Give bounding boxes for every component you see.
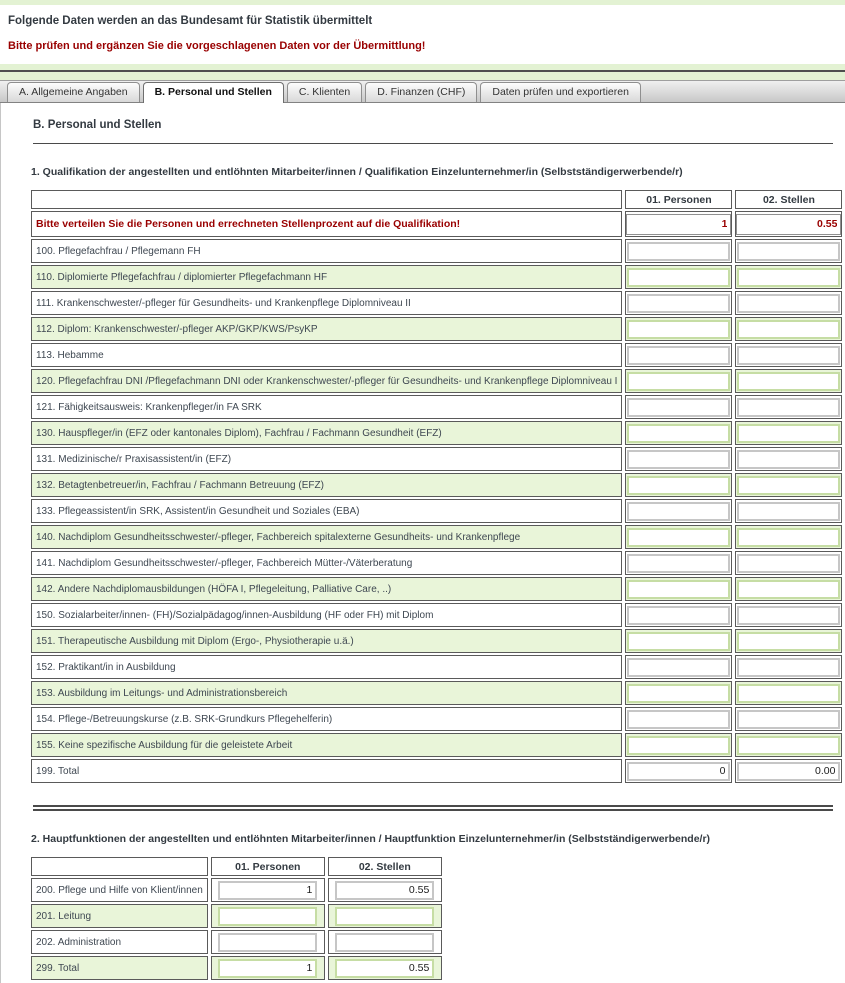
row-label: 131. Medizinische/r Praxisassistent/in (EFZ) [31, 447, 622, 471]
personen-input[interactable] [218, 881, 317, 900]
table2-body [31, 878, 442, 980]
row-label: 111. Krankenschwester/-pfleger für Gesundheits- und Krankenpflege Diplomniveau II [31, 291, 622, 315]
stellen-cell [735, 499, 842, 523]
stellen-input[interactable] [737, 554, 840, 573]
personen-input [218, 959, 317, 978]
tab-a-allgemeine-angaben[interactable]: A. Allgemeine Angaben [7, 82, 140, 102]
stellen-cell [735, 317, 842, 341]
row-label: 153. Ausbildung im Leitungs- und Administrationsbereich [31, 681, 622, 705]
table-row [31, 904, 442, 928]
stellen-input [335, 959, 434, 978]
personen-input[interactable] [218, 933, 317, 952]
personen-cell [625, 291, 732, 315]
hint-row [31, 211, 842, 237]
personen-cell [625, 421, 732, 445]
row-label: 150. Sozialarbeiter/innen- (FH)/Sozialpädagog/innen-Ausbildung (HF oder FH) mit Diplom [31, 603, 622, 627]
hint-label: Bitte verteilen Sie die Personen und errechneten Stellenprozent auf die Qualifikation! [31, 211, 622, 237]
row-label: 202. Administration [31, 930, 208, 954]
personen-input[interactable] [627, 684, 730, 703]
stellen-input[interactable] [737, 710, 840, 729]
table-row [31, 551, 842, 575]
label-column-header [31, 857, 208, 876]
personen-cell [625, 499, 732, 523]
personen-cell [211, 930, 325, 954]
stellen-cell [735, 369, 842, 393]
personen-input[interactable] [627, 398, 730, 417]
personen-input[interactable] [627, 450, 730, 469]
personen-input[interactable] [627, 736, 730, 755]
personen-input [627, 762, 730, 781]
section-divider [33, 805, 833, 811]
row-label: 121. Fähigkeitsausweis: Krankenpfleger/in FA SRK [31, 395, 622, 419]
stellen-cell [735, 577, 842, 601]
stellen-input[interactable] [737, 242, 840, 261]
personen-cell [625, 395, 732, 419]
stellen-cell [735, 551, 842, 575]
stellen-cell [735, 759, 842, 783]
table-row [31, 759, 842, 783]
stellen-cell [328, 904, 442, 928]
stellen-input[interactable] [737, 632, 840, 651]
stellen-input[interactable] [737, 606, 840, 625]
personen-cell [625, 733, 732, 757]
table-row [31, 239, 842, 263]
personen-cell [625, 577, 732, 601]
personen-input[interactable] [627, 710, 730, 729]
stellen-column-header: 02. Stellen [735, 190, 842, 209]
table-row [31, 655, 842, 679]
table-row [31, 878, 442, 902]
table1-body [31, 211, 842, 783]
stellen-cell [735, 707, 842, 731]
stellen-cell [735, 265, 842, 289]
table-row [31, 629, 842, 653]
personen-input[interactable] [627, 294, 730, 313]
personen-input[interactable] [627, 242, 730, 261]
stellen-input[interactable] [737, 320, 840, 339]
stellen-input[interactable] [737, 450, 840, 469]
personen-cell [625, 343, 732, 367]
stellen-input[interactable] [737, 658, 840, 677]
stellen-input[interactable] [737, 580, 840, 599]
personen-suggested-value [626, 214, 731, 235]
row-label: 120. Pflegefachfrau DNI /Pflegefachmann DNI oder Krankenschwester/-pfleger für Gesundheits- und Krankenpflege Diplomniveau I [31, 369, 622, 393]
personen-cell [625, 447, 732, 471]
tab-c-klienten[interactable]: C. Klienten [287, 82, 362, 102]
green-band-top [0, 64, 845, 72]
table-row [31, 930, 442, 954]
personen-input[interactable] [627, 528, 730, 547]
row-label: 151. Therapeutische Ausbildung mit Diplom (Ergo-, Physiotherapie u.ä.) [31, 629, 622, 653]
personen-cell [625, 655, 732, 679]
personen-input[interactable] [627, 372, 730, 391]
stellen-input[interactable] [335, 881, 434, 900]
stellen-cell [735, 603, 842, 627]
row-label: 112. Diplom: Krankenschwester/-pfleger AKP/GKP/KWS/PsyKP [31, 317, 622, 341]
stellen-input[interactable] [737, 268, 840, 287]
personen-input[interactable] [627, 268, 730, 287]
personen-cell [625, 239, 732, 263]
personen-cell [625, 759, 732, 783]
row-label: 154. Pflege-/Betreuungskurse (z.B. SRK-Grundkurs Pflegehelferin) [31, 707, 622, 731]
row-label: 199. Total [31, 759, 622, 783]
personen-cell [625, 603, 732, 627]
table-row [31, 265, 842, 289]
stellen-cell [735, 239, 842, 263]
row-label: 140. Nachdiplom Gesundheitsschwester/-pfleger, Fachbereich spitalexterne Gesundheits- und Krankenpflege [31, 525, 622, 549]
stellen-input[interactable] [737, 502, 840, 521]
stellen-input[interactable] [737, 294, 840, 313]
personen-input[interactable] [627, 502, 730, 521]
row-label: 100. Pflegefachfrau / Pflegemann FH [31, 239, 622, 263]
heading-divider [33, 143, 833, 144]
stellen-cell [735, 473, 842, 497]
personen-input[interactable] [627, 320, 730, 339]
stellen-cell [735, 733, 842, 757]
personen-input[interactable] [627, 606, 730, 625]
section-2-title: 2. Hauptfunktionen der angestellten und entlöhnten Mitarbeiter/innen / Hauptfunktion Einzelunternehmer/in (Selbstständigerwerbende/r) [31, 833, 711, 845]
table-row [31, 603, 842, 627]
table-row [31, 343, 842, 367]
table-row [31, 473, 842, 497]
green-band-bottom [0, 72, 845, 80]
tab-b-personal-und-stellen[interactable]: B. Personal und Stellen [143, 82, 284, 103]
tab-strip [0, 80, 845, 103]
personen-cell [625, 681, 732, 705]
personen-input[interactable] [218, 907, 317, 926]
warning-message: Bitte prüfen und ergänzen Sie die vorgeschlagenen Daten vor der Übermittlung! [8, 40, 426, 52]
qualification-table [28, 188, 845, 785]
personen-cell [625, 629, 732, 653]
table-row [31, 733, 842, 757]
row-label: 142. Andere Nachdiplomausbildungen (HÖFA I, Pflegeleitung, Palliative Care, ..) [31, 577, 622, 601]
stellen-input[interactable] [737, 424, 840, 443]
table-row [31, 421, 842, 445]
stellen-cell [735, 291, 842, 315]
stellen-cell [735, 447, 842, 471]
personen-cell [625, 473, 732, 497]
table-row [31, 681, 842, 705]
stellen-input[interactable] [335, 933, 434, 952]
tab-d-finanzen-chf[interactable]: D. Finanzen (CHF) [365, 82, 477, 102]
personen-cell [625, 211, 732, 237]
row-label: 155. Keine spezifische Ausbildung für die geleistete Arbeit [31, 733, 622, 757]
label-column-header [31, 190, 622, 209]
stellen-cell [735, 681, 842, 705]
stellen-input[interactable] [737, 736, 840, 755]
row-label: 141. Nachdiplom Gesundheitsschwester/-pfleger, Fachbereich Mütter-/Väterberatung [31, 551, 622, 575]
stellen-input[interactable] [737, 372, 840, 391]
stellen-suggested-value [736, 214, 841, 235]
stellen-input[interactable] [737, 346, 840, 365]
stellen-cell [328, 930, 442, 954]
personen-column-header: 01. Personen [625, 190, 732, 209]
table-row [31, 707, 842, 731]
stellen-cell [735, 629, 842, 653]
table-row [31, 447, 842, 471]
stellen-column-header: 02. Stellen [328, 857, 442, 876]
row-label: 201. Leitung [31, 904, 208, 928]
row-label: 113. Hebamme [31, 343, 622, 367]
personen-input[interactable] [627, 580, 730, 599]
stellen-input[interactable] [737, 476, 840, 495]
stellen-input[interactable] [737, 684, 840, 703]
stellen-input[interactable] [737, 528, 840, 547]
stellen-cell [735, 343, 842, 367]
personen-cell [625, 525, 732, 549]
row-label: 130. Hauspfleger/in (EFZ oder kantonales Diplom), Fachfrau / Fachmann Gesundheit (EFZ) [31, 421, 622, 445]
intro-block [0, 5, 845, 52]
tab-panel-personal-und-stellen [0, 103, 845, 983]
hauptfunktionen-table [28, 855, 445, 982]
table-row [31, 577, 842, 601]
row-label: 110. Diplomierte Pflegefachfrau / diplomierter Pflegefachmann HF [31, 265, 622, 289]
personen-input[interactable] [627, 554, 730, 573]
table1-header-row [31, 190, 842, 209]
stellen-cell [735, 211, 842, 237]
stellen-cell [735, 395, 842, 419]
table-row [31, 317, 842, 341]
personen-cell [625, 707, 732, 731]
personen-cell [625, 551, 732, 575]
table-row [31, 499, 842, 523]
personen-input[interactable] [627, 476, 730, 495]
personen-cell [625, 317, 732, 341]
row-label: 133. Pflegeassistent/in SRK, Assistent/in Gesundheit und Soziales (EBA) [31, 499, 622, 523]
stellen-cell [328, 956, 442, 980]
tab-daten-prüfen-und-exportieren[interactable]: Daten prüfen und exportieren [480, 82, 641, 102]
personen-input[interactable] [627, 632, 730, 651]
stellen-input[interactable] [737, 398, 840, 417]
section-heading: B. Personal und Stellen [33, 119, 162, 131]
personen-cell [625, 265, 732, 289]
row-label: 200. Pflege und Hilfe von Klient/innen [31, 878, 208, 902]
table-row [31, 956, 442, 980]
stellen-cell [735, 655, 842, 679]
personen-cell [211, 878, 325, 902]
page-title: Folgende Daten werden an das Bundesamt für Statistik übermittelt [8, 15, 373, 27]
table-row [31, 369, 842, 393]
stellen-input [737, 762, 840, 781]
personen-cell [211, 956, 325, 980]
row-label: 132. Betagtenbetreuer/in, Fachfrau / Fachmann Betreuung (EFZ) [31, 473, 622, 497]
stellen-cell [328, 878, 442, 902]
stellen-cell [735, 421, 842, 445]
personen-input[interactable] [627, 424, 730, 443]
table-row [31, 291, 842, 315]
stellen-input[interactable] [335, 907, 434, 926]
row-label: 299. Total [31, 956, 208, 980]
section-1-title: 1. Qualifikation der angestellten und entlöhnten Mitarbeiter/innen / Qualifikation Einzelunternehmer/in (Selbstständigerwerbende/r) [31, 166, 683, 178]
table-row [31, 395, 842, 419]
personen-input[interactable] [627, 346, 730, 365]
personen-column-header: 01. Personen [211, 857, 325, 876]
personen-input[interactable] [627, 658, 730, 677]
table2-header-row [31, 857, 442, 876]
row-label: 152. Praktikant/in in Ausbildung [31, 655, 622, 679]
personen-cell [625, 369, 732, 393]
stellen-cell [735, 525, 842, 549]
personen-cell [211, 904, 325, 928]
table-row [31, 525, 842, 549]
